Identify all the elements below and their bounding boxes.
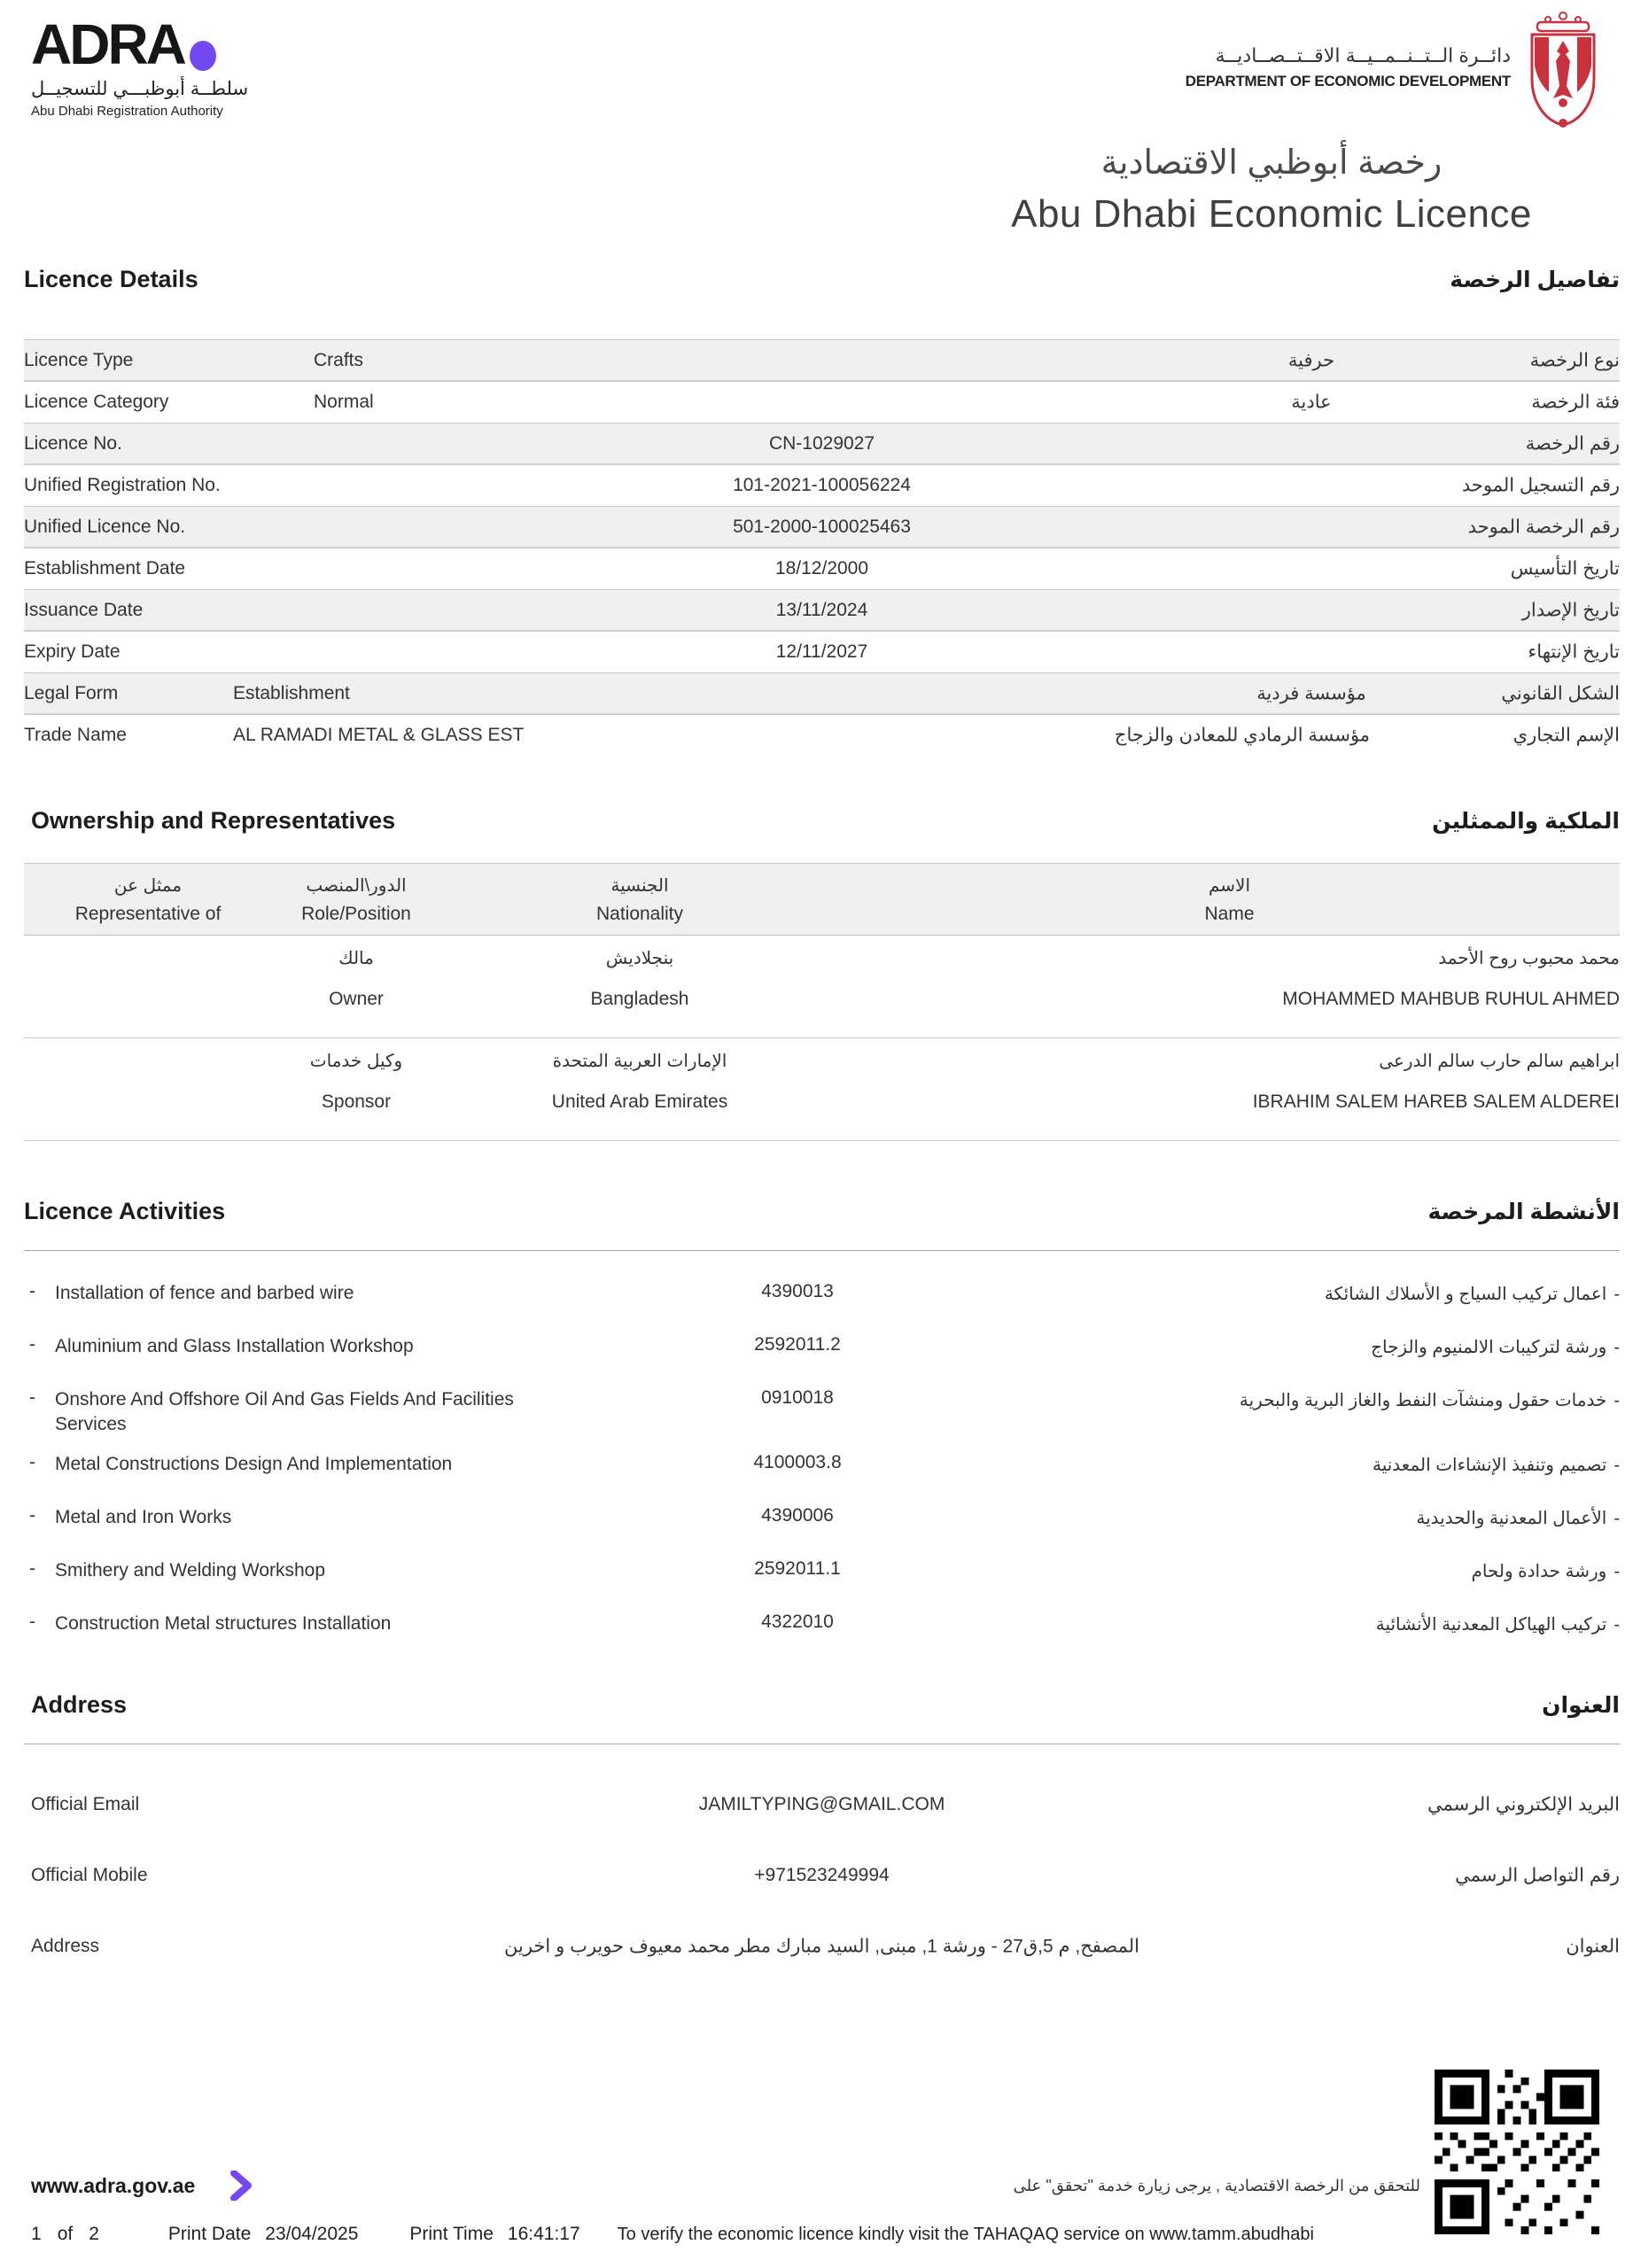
row-label-en: Expiry Date — [24, 641, 121, 662]
row-value-ar: مؤسسة الرمادي للمعادن والزجاج — [1114, 725, 1371, 745]
row-value: CN-1029027 — [768, 432, 875, 454]
row-label-ar: رقم التسجيل الموحد — [1461, 475, 1620, 496]
licence-details-heading-en: Licence Details — [24, 266, 198, 292]
table-row — [24, 1769, 1620, 1840]
table-row — [24, 672, 1620, 714]
row-label-en: Legal Form — [24, 682, 119, 703]
title-english: Abu Dhabi Economic Licence — [1011, 192, 1532, 237]
row-value: 18/12/2000 — [774, 558, 869, 579]
row-value: 501-2000-100025463 — [733, 516, 911, 537]
row-label-ar: رقم التواصل الرسمي — [1455, 1865, 1620, 1886]
list-item — [24, 1452, 1620, 1491]
row-label-en: Unified Registration No. — [24, 475, 221, 495]
column-header-ar: ممثل عن — [113, 876, 183, 896]
cell-role — [272, 1038, 440, 1140]
official-email-value: JAMILTYPING@GMAIL.COM — [698, 1793, 945, 1814]
activity-name-en: Construction Metal structures Installation — [55, 1612, 392, 1634]
table-row — [24, 936, 1620, 1038]
list-item — [24, 1558, 1620, 1597]
page-number-total: 2 — [89, 2224, 99, 2244]
cell-role — [272, 936, 440, 1037]
bullet: - — [1614, 1285, 1620, 1304]
ded-english-name: DEPARTMENT OF ECONOMIC DEVELOPMENT — [1185, 73, 1511, 89]
cell-representative-of — [24, 1038, 272, 1140]
activity-name-ar: -اعمال تركيب السياج و الأسلاك الشائكة — [1324, 1285, 1620, 1304]
page-number-current: 1 — [31, 2224, 42, 2244]
column-header-ar: الجنسية — [610, 876, 669, 896]
activity-code: 2592011.2 — [754, 1334, 841, 1355]
activity-code: 4390013 — [761, 1281, 834, 1301]
row-label-en: Licence No. — [24, 432, 122, 454]
bullet: - — [1614, 1561, 1620, 1581]
address-heading — [24, 1691, 1620, 1719]
activity-name-ar: -ورشة حدادة ولحام — [1471, 1561, 1620, 1581]
address-heading-ar: العنوان — [1542, 1692, 1620, 1718]
verify-note-en: To verify the economic licence kindly visit the TAHAQAQ service on www.tamm.abudhabi — [617, 2225, 1314, 2244]
row-label-ar: تاريخ التأسيس — [1510, 558, 1620, 579]
cell-value-en: IBRAHIM SALEM HAREB SALEM ALDEREI — [1252, 1091, 1620, 1112]
row-label-ar: رقم الرخصة — [1525, 433, 1620, 454]
licence-details-table — [24, 339, 1620, 756]
row-label-en: Unified Licence No. — [24, 516, 186, 537]
bullet: - — [1614, 1614, 1620, 1635]
list-item — [24, 1334, 1620, 1373]
print-date-value: 23/04/2025 — [265, 2224, 359, 2244]
bullet: - — [29, 1611, 35, 1632]
adra-logo-text: ADRA — [31, 12, 184, 76]
list-item — [24, 1387, 1620, 1438]
row-label-en: Establishment Date — [24, 558, 186, 579]
adra-logo — [31, 12, 249, 119]
column-header-ar: الدور\المنصب — [306, 876, 407, 896]
table-row — [24, 1840, 1620, 1911]
official-mobile-value: +971523249994 — [754, 1864, 890, 1885]
row-label-en: Trade Name — [24, 724, 127, 745]
bullet: - — [29, 1451, 35, 1472]
document-header — [0, 0, 1633, 266]
column-header-role — [272, 864, 440, 935]
print-time-value: 16:41:17 — [507, 2224, 580, 2244]
verify-note-ar: للتحقق من الرخصة الاقتصادية , يرجى زيارة خدمة "تحقق" على — [1013, 2176, 1420, 2194]
ownership-table — [24, 863, 1620, 1141]
page-of-label: of — [57, 2224, 74, 2244]
row-label-ar: نوع الرخصة — [1529, 350, 1620, 370]
cell-nationality — [440, 936, 839, 1037]
cell-value-en: United Arab Emirates — [551, 1091, 728, 1112]
activity-code: 4100003.8 — [753, 1451, 842, 1472]
table-row — [24, 631, 1620, 672]
activity-code: 0910018 — [761, 1387, 834, 1408]
activity-name-en: Metal Constructions Design And Implementation — [55, 1453, 453, 1474]
activity-name-ar: -ورشة لتركيبات الالمنيوم والزجاج — [1371, 1338, 1620, 1357]
bullet: - — [29, 1557, 35, 1579]
column-header-en: Nationality — [595, 904, 684, 924]
website-link[interactable] — [31, 2171, 253, 2201]
cell-representative-of — [24, 936, 272, 1037]
ded-names — [1186, 44, 1511, 90]
row-label-en: Official Mobile — [31, 1864, 148, 1885]
document-title — [930, 140, 1613, 237]
document-body — [24, 266, 1620, 1982]
table-row — [24, 339, 1620, 381]
row-label-ar: العنوان — [1566, 1936, 1620, 1957]
bullet: - — [1614, 1508, 1620, 1528]
ownership-heading — [24, 807, 1620, 835]
activity-name-en: Installation of fence and barbed wire — [55, 1283, 354, 1303]
activity-name-en: Metal and Iron Works — [55, 1506, 232, 1527]
row-value-en: AL RAMADI METAL & GLASS EST — [233, 724, 525, 745]
column-header-en: Role/Position — [301, 904, 411, 924]
row-label-en: Address — [31, 1935, 100, 1956]
column-header-representative-of — [24, 864, 272, 935]
column-header-name — [839, 864, 1620, 935]
row-label-ar: فئة الرخصة — [1531, 392, 1620, 413]
adra-logo-dot-icon — [190, 41, 216, 71]
cell-value-ar: مالك — [338, 949, 374, 968]
cell-name — [839, 936, 1620, 1037]
activities-section — [24, 1198, 1620, 1651]
cell-value-ar: الإمارات العربية المتحدة — [552, 1052, 727, 1071]
cell-value-ar: محمد محبوب روح الأحمد — [1438, 949, 1620, 968]
bullet: - — [29, 1387, 35, 1408]
licence-details-heading — [24, 266, 1620, 293]
bullet: - — [1614, 1338, 1620, 1357]
activities-heading-en: Licence Activities — [24, 1198, 226, 1224]
ownership-heading-en: Ownership and Representatives — [31, 807, 396, 834]
ded-arabic-name: دائــرة الــتــنــمــيــة الاقــتــصــاديــة — [1215, 44, 1511, 66]
activities-list — [24, 1281, 1620, 1651]
activity-code: 2592011.1 — [754, 1557, 841, 1579]
address-heading-en: Address — [31, 1690, 128, 1718]
ownership-heading-ar: الملكية والممثلين — [1432, 809, 1620, 834]
table-row — [24, 464, 1620, 506]
list-item — [24, 1281, 1620, 1320]
cell-value-en: Owner — [329, 989, 384, 1009]
table-row — [24, 381, 1620, 423]
table-row — [24, 1911, 1620, 1982]
row-value-ar: مؤسسة فردية — [1256, 683, 1366, 703]
activity-code: 4322010 — [761, 1611, 834, 1632]
cell-value-ar: وكيل خدمات — [309, 1052, 403, 1071]
table-row — [24, 506, 1620, 548]
bullet: - — [1614, 1391, 1620, 1410]
chevron-right-icon — [230, 2171, 253, 2201]
activity-name-en: Aluminium and Glass Installation Workshop — [55, 1336, 414, 1356]
activity-code: 4390006 — [761, 1504, 834, 1526]
table-row — [24, 589, 1620, 631]
row-value: 101-2021-100056224 — [733, 475, 911, 495]
adra-english-name: Abu Dhabi Registration Authority — [31, 104, 223, 119]
row-label-en: Official Email — [31, 1793, 140, 1814]
row-value-en: Crafts — [314, 349, 364, 370]
list-item — [24, 1612, 1620, 1651]
cell-value-en: MOHAMMED MAHBUB RUHUL AHMED — [1282, 989, 1620, 1009]
cell-value-ar: ابراهيم سالم حارب سالم الدرعى — [1379, 1052, 1620, 1071]
address-rows — [24, 1769, 1620, 1982]
column-header-en: Representative of — [74, 904, 222, 924]
list-item — [24, 1505, 1620, 1544]
cell-value-en: Sponsor — [321, 1091, 392, 1112]
column-header-ar: الاسم — [1208, 876, 1251, 896]
abu-dhabi-emblem-icon — [1527, 11, 1599, 130]
activities-heading-ar: الأنشطة المرخصة — [1427, 1200, 1620, 1224]
activity-name-en: Onshore And Offshore Oil And Gas Fields And Facilities Services — [55, 1389, 514, 1435]
column-header-nationality — [440, 864, 839, 935]
table-row — [24, 714, 1620, 756]
row-label-ar: الشكل القانوني — [1501, 683, 1620, 703]
table-row — [24, 548, 1620, 589]
website-text: www.adra.gov.ae — [31, 2173, 196, 2197]
ownership-table-header — [24, 863, 1620, 936]
row-value: 12/11/2027 — [775, 641, 868, 662]
print-date-label: Print Date — [167, 2224, 252, 2244]
row-value-ar: عادية — [1291, 392, 1332, 413]
print-time-label: Print Time — [409, 2224, 494, 2244]
activity-name-ar: -تصميم وتنفيذ الإنشاءات المعدنية — [1372, 1455, 1620, 1475]
cell-nationality — [440, 1038, 839, 1140]
activity-name-ar: -الأعمال المعدنية والحديدية — [1416, 1508, 1620, 1528]
row-label-ar: الإسم التجاري — [1512, 725, 1620, 745]
activity-name-en: Smithery and Welding Workshop — [55, 1559, 326, 1581]
qr-code — [1435, 2070, 1599, 2234]
address-section — [24, 1691, 1620, 1982]
row-label-ar: البريد الإلكتروني الرسمي — [1427, 1794, 1620, 1815]
column-header-en: Name — [1204, 904, 1255, 924]
cell-name — [839, 1038, 1620, 1140]
activities-heading — [24, 1198, 1620, 1225]
row-label-en: Licence Category — [24, 392, 169, 412]
table-row — [24, 423, 1620, 464]
bullet: - — [29, 1334, 35, 1355]
row-label-en: Issuance Date — [24, 599, 144, 620]
row-value-ar: حرفية — [1287, 350, 1335, 370]
section-divider — [24, 1250, 1620, 1251]
title-arabic: رخصة أبوظبي الاقتصادية — [1100, 144, 1442, 182]
adra-wordmark — [31, 12, 248, 76]
adra-arabic-name: سلطــة أبوظبـــي للتسجيــل — [31, 79, 249, 99]
row-label-ar: تاريخ الإصدار — [1521, 600, 1620, 620]
bullet: - — [29, 1281, 35, 1301]
row-value: 13/11/2024 — [775, 599, 868, 620]
cell-value-ar: بنجلاديش — [605, 949, 674, 968]
activity-name-ar: -تركيب الهياكل المعدنية الأنشائية — [1375, 1614, 1620, 1635]
bullet: - — [29, 1504, 35, 1526]
ownership-section — [24, 807, 1620, 1141]
row-value-en: Establishment — [233, 682, 350, 703]
bullet: - — [1614, 1455, 1620, 1475]
ded-header — [1186, 11, 1599, 130]
table-row — [24, 1038, 1620, 1141]
licence-details-heading-ar: تفاصيل الرخصة — [1450, 268, 1620, 292]
address-value: المصفح, م 5,ق27 - ورشة 1, مبنى, السيد مبارك مطر محمد معيوف حويرب و اخرين — [504, 1936, 1139, 1957]
row-label-ar: تاريخ الإنتهاء — [1528, 641, 1620, 663]
document-footer — [0, 2171, 1420, 2245]
row-value-en: Normal — [314, 392, 374, 412]
row-label-ar: رقم الرخصة الموحد — [1467, 517, 1620, 537]
cell-value-en: Bangladesh — [590, 989, 689, 1009]
activity-name-ar: -خدمات حقول ومنشآت النفط والغاز البرية والبحرية — [1239, 1391, 1620, 1410]
row-label-en: Licence Type — [24, 349, 134, 370]
